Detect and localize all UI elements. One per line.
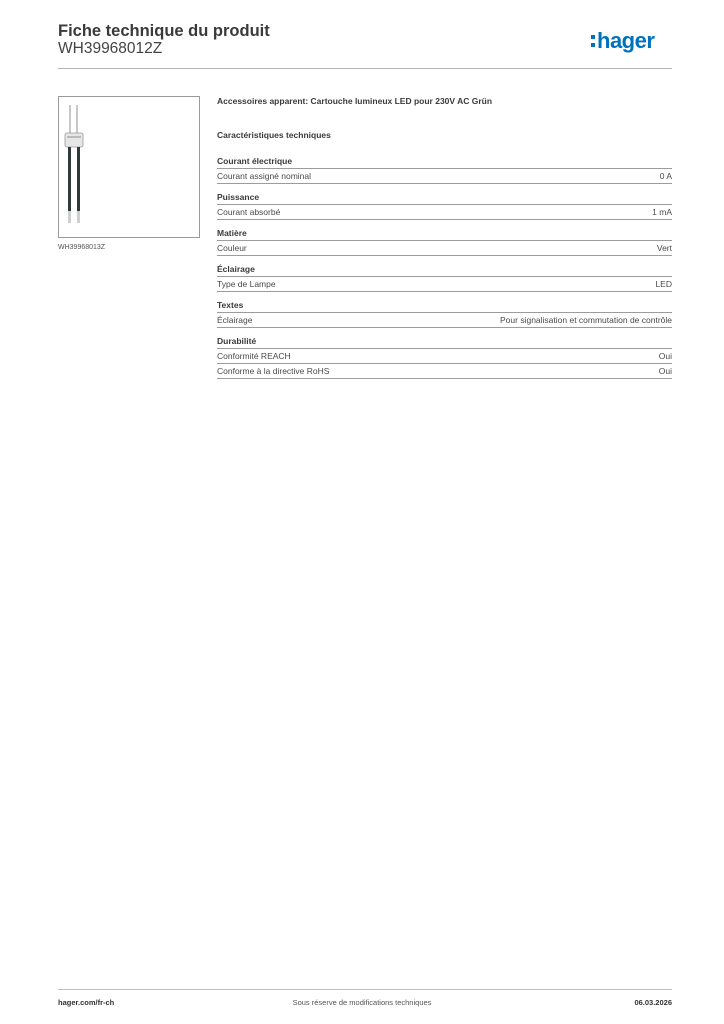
- product-code: WH39968012Z: [58, 40, 163, 57]
- spec-label: Courant assigné nominal: [217, 171, 312, 181]
- specifications: [217, 96, 672, 387]
- footer-divider: [58, 989, 672, 990]
- spec-label: Type de Lampe: [217, 279, 276, 289]
- spec-value: LED: [655, 279, 672, 289]
- spec-value: 1 mA: [652, 207, 672, 217]
- group-title: Matière: [217, 228, 672, 241]
- spec-row: [217, 364, 672, 379]
- footer-disclaimer: Sous réserve de modifications techniques: [292, 998, 432, 1007]
- spec-value: Oui: [658, 351, 672, 361]
- group-title: Courant électrique: [217, 156, 672, 169]
- footer-website-link[interactable]: hager.com/fr-ch: [58, 998, 115, 1007]
- spec-value: Oui: [658, 366, 672, 376]
- spec-value: Vert: [656, 243, 672, 253]
- spec-label: Couleur: [217, 243, 247, 253]
- spec-value: 0 A: [659, 171, 672, 181]
- led-cartridge-image: [59, 97, 201, 239]
- group-title: Durabilité: [217, 336, 672, 349]
- spec-label: Courant absorbé: [217, 207, 281, 217]
- product-description: Accessoires apparent: Cartouche lumineux LED pour 230V AC Grün: [217, 96, 493, 106]
- group-durabilite: [217, 336, 672, 379]
- group-courant-electrique: [217, 156, 672, 184]
- group-puissance: [217, 192, 672, 220]
- group-eclairage: [217, 264, 672, 292]
- spec-label: Conforme à la directive RoHS: [217, 366, 330, 376]
- spec-row: [217, 277, 672, 292]
- hager-logo: [590, 28, 674, 56]
- product-image-frame: [58, 96, 200, 238]
- spec-row: [217, 241, 672, 256]
- spec-row: [217, 205, 672, 220]
- header-divider: [58, 68, 672, 69]
- group-title: Textes: [217, 300, 672, 313]
- spec-value: Pour signalisation et commutation de contrôle: [500, 315, 672, 325]
- footer-date: 06.03.2026: [634, 998, 672, 1007]
- page-title: Fiche technique du produit: [58, 22, 270, 40]
- spec-label: Conformité REACH: [217, 351, 291, 361]
- product-image-caption: WH39968013Z: [58, 244, 106, 251]
- spec-row: [217, 169, 672, 184]
- group-matiere: [217, 228, 672, 256]
- section-title: Caractéristiques techniques: [217, 130, 331, 140]
- group-title: Éclairage: [217, 264, 672, 277]
- spec-row: [217, 313, 672, 328]
- spec-row: [217, 349, 672, 364]
- group-textes: [217, 300, 672, 328]
- brand-wordmark: hager: [597, 28, 655, 53]
- spec-label: Éclairage: [217, 315, 253, 325]
- group-title: Puissance: [217, 192, 672, 205]
